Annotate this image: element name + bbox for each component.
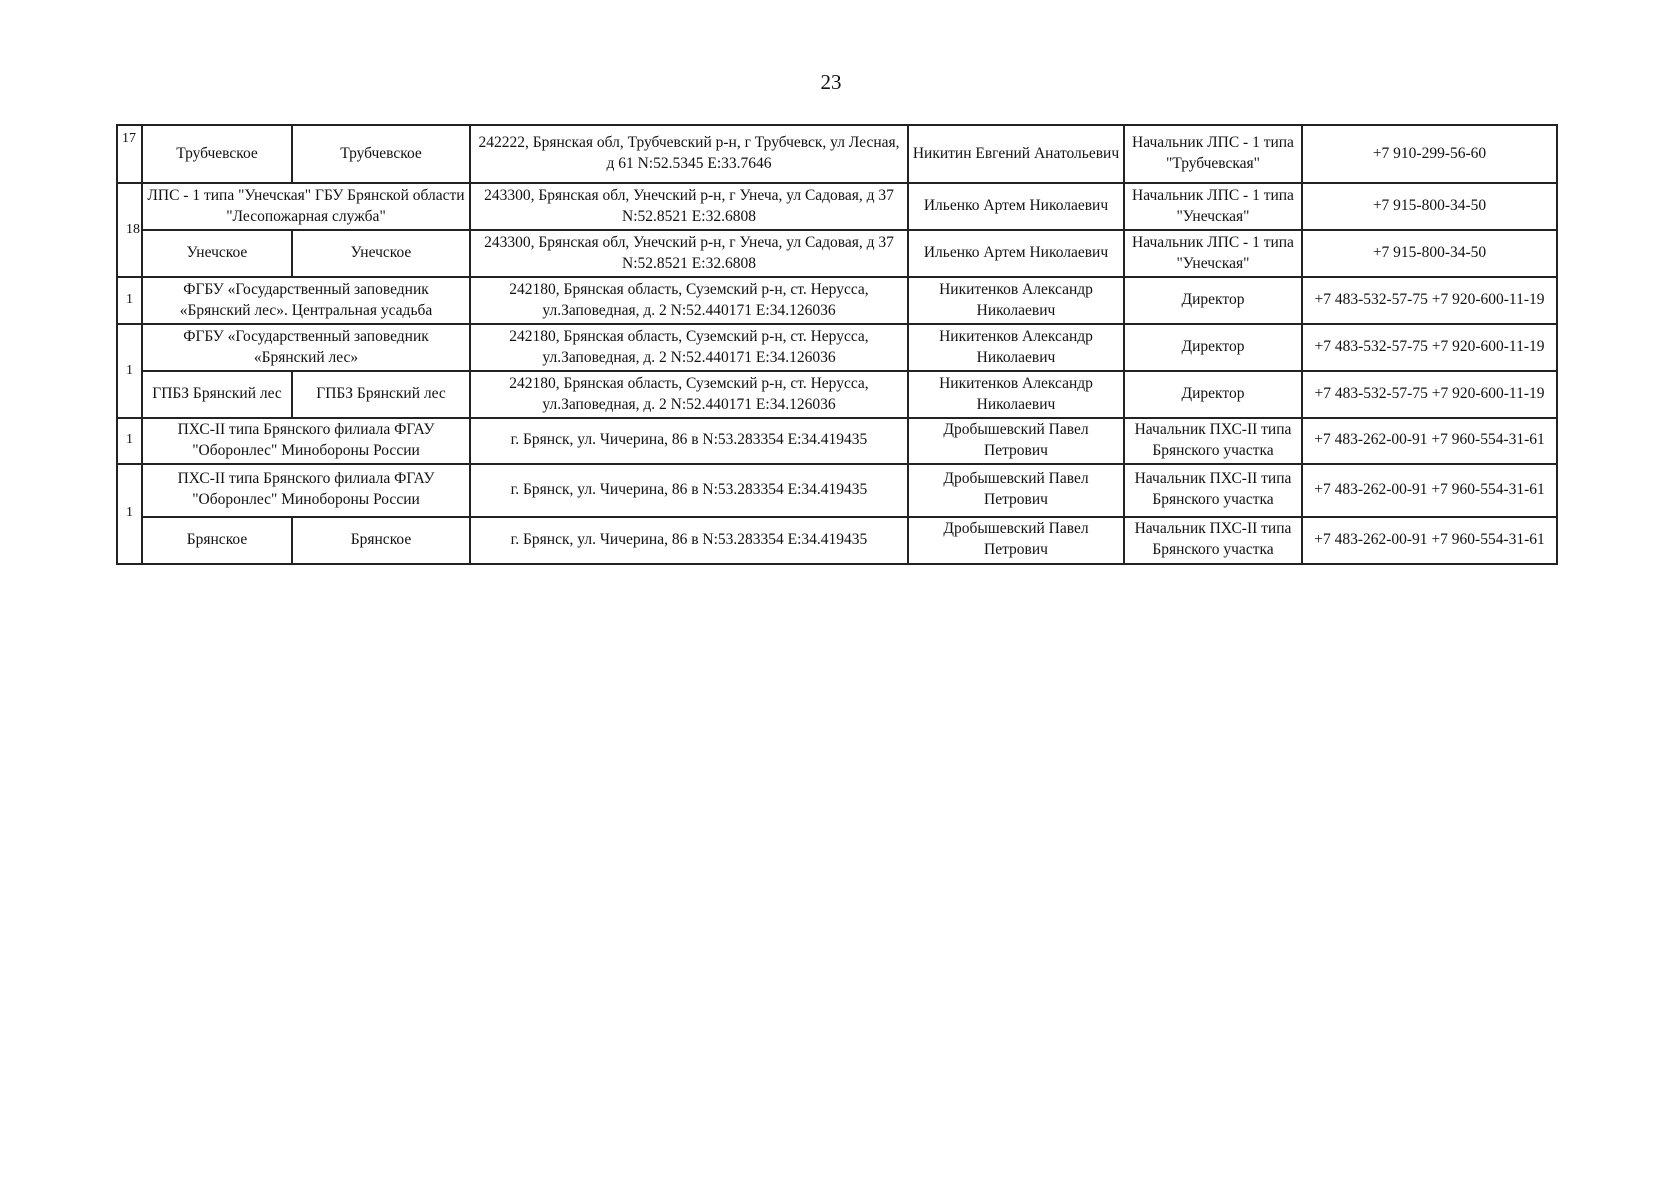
cell-area: Трубчевское: [142, 125, 292, 183]
cell-organization: ФГБУ «Государственный заповедник «Брянский лес»: [142, 324, 470, 371]
table-row: [117, 183, 1557, 230]
table-row: [117, 464, 1557, 517]
cell-area: Унечское: [142, 230, 292, 277]
cell-person: Никитенков Александр Николаевич: [908, 371, 1124, 418]
cell-address: 242180, Брянская область, Суземский р-н, ст. Нерусса, ул.Заповедная, д. 2 N:52.440171 E:34.126036: [470, 277, 908, 324]
cell-address: 242180, Брянская область, Суземский р-н, ст. Нерусса, ул.Заповедная, д. 2 N:52.440171 E:34.126036: [470, 324, 908, 371]
cell-position: Начальник ЛПС - 1 типа "Унечская": [1124, 230, 1302, 277]
cell-phone: +7 483-532-57-75 +7 920-600-11-19: [1302, 371, 1557, 418]
cell-organization: ФГБУ «Государственный заповедник «Брянский лес». Центральная усадьба: [142, 277, 470, 324]
cell-phone: +7 483-262-00-91 +7 960-554-31-61: [1302, 464, 1557, 517]
table-row: [117, 125, 1557, 183]
cell-position: Директор: [1124, 277, 1302, 324]
cell-address: 243300, Брянская обл, Унечский р-н, г Унеча, ул Садовая, д 37 N:52.8521 E:32.6808: [470, 230, 908, 277]
cell-person: Ильенко Артем Николаевич: [908, 183, 1124, 230]
table-row: [117, 517, 1557, 564]
cell-person: Ильенко Артем Николаевич: [908, 230, 1124, 277]
cell-position: Начальник ЛПС - 1 типа "Унечская": [1124, 183, 1302, 230]
row-number: 1: [117, 277, 142, 324]
row-number: 18: [117, 183, 142, 277]
cell-area: ГПБЗ Брянский лес: [142, 371, 292, 418]
cell-position: Директор: [1124, 324, 1302, 371]
cell-phone: +7 483-262-00-91 +7 960-554-31-61: [1302, 517, 1557, 564]
cell-phone: +7 483-262-00-91 +7 960-554-31-61: [1302, 418, 1557, 464]
row-number: 1: [117, 324, 142, 418]
table-row: [117, 418, 1557, 464]
cell-phone: +7 483-532-57-75 +7 920-600-11-19: [1302, 277, 1557, 324]
cell-address: 242180, Брянская область, Суземский р-н, ст. Нерусса, ул.Заповедная, д. 2 N:52.440171 E:34.126036: [470, 371, 908, 418]
cell-person: Никитенков Александр Николаевич: [908, 324, 1124, 371]
cell-subarea: Трубчевское: [292, 125, 470, 183]
page-number: 23: [820, 70, 842, 94]
cell-address: г. Брянск, ул. Чичерина, 86 в N:53.283354 E:34.419435: [470, 418, 908, 464]
cell-position: Начальник ЛПС - 1 типа "Трубчевская": [1124, 125, 1302, 183]
cell-position: Начальник ПХС-II типа Брянского участка: [1124, 418, 1302, 464]
cell-address: 242222, Брянская обл, Трубчевский р-н, г Трубчевск, ул Лесная, д 61 N:52.5345 E:33.7646: [470, 125, 908, 183]
cell-phone: +7 483-532-57-75 +7 920-600-11-19: [1302, 324, 1557, 371]
cell-position: Начальник ПХС-II типа Брянского участка: [1124, 464, 1302, 517]
cell-address: 243300, Брянская обл, Унечский р-н, г Унеча, ул Садовая, д 37 N:52.8521 E:32.6808: [470, 183, 908, 230]
cell-address: г. Брянск, ул. Чичерина, 86 в N:53.283354 E:34.419435: [470, 517, 908, 564]
table-row: [117, 371, 1557, 418]
cell-organization: ЛПС - 1 типа "Унечская" ГБУ Брянской области "Лесопожарная служба": [142, 183, 470, 230]
cell-phone: +7 915-800-34-50: [1302, 183, 1557, 230]
cell-person: Дробышевский Павел Петрович: [908, 517, 1124, 564]
cell-subarea: ГПБЗ Брянский лес: [292, 371, 470, 418]
row-number: 1: [117, 418, 142, 464]
cell-position: Начальник ПХС-II типа Брянского участка: [1124, 517, 1302, 564]
cell-address: г. Брянск, ул. Чичерина, 86 в N:53.283354 E:34.419435: [470, 464, 908, 517]
cell-position: Директор: [1124, 371, 1302, 418]
cell-subarea: Унечское: [292, 230, 470, 277]
cell-area: Брянское: [142, 517, 292, 564]
cell-organization: ПХС-II типа Брянского филиала ФГАУ "Оборонлес" Минобороны России: [142, 464, 470, 517]
cell-person: Никитин Евгений Анатольевич: [908, 125, 1124, 183]
cell-person: Дробышевский Павел Петрович: [908, 464, 1124, 517]
row-number: 17: [117, 125, 142, 183]
cell-phone: +7 910-299-56-60: [1302, 125, 1557, 183]
cell-subarea: Брянское: [292, 517, 470, 564]
table-row: [117, 324, 1557, 371]
cell-organization: ПХС-II типа Брянского филиала ФГАУ "Оборонлес" Минобороны России: [142, 418, 470, 464]
row-number: 1: [117, 464, 142, 564]
cell-person: Дробышевский Павел Петрович: [908, 418, 1124, 464]
table-row: [117, 277, 1557, 324]
registry-table: [116, 124, 1558, 565]
cell-phone: +7 915-800-34-50: [1302, 230, 1557, 277]
cell-person: Никитенков Александр Николаевич: [908, 277, 1124, 324]
table-row: [117, 230, 1557, 277]
